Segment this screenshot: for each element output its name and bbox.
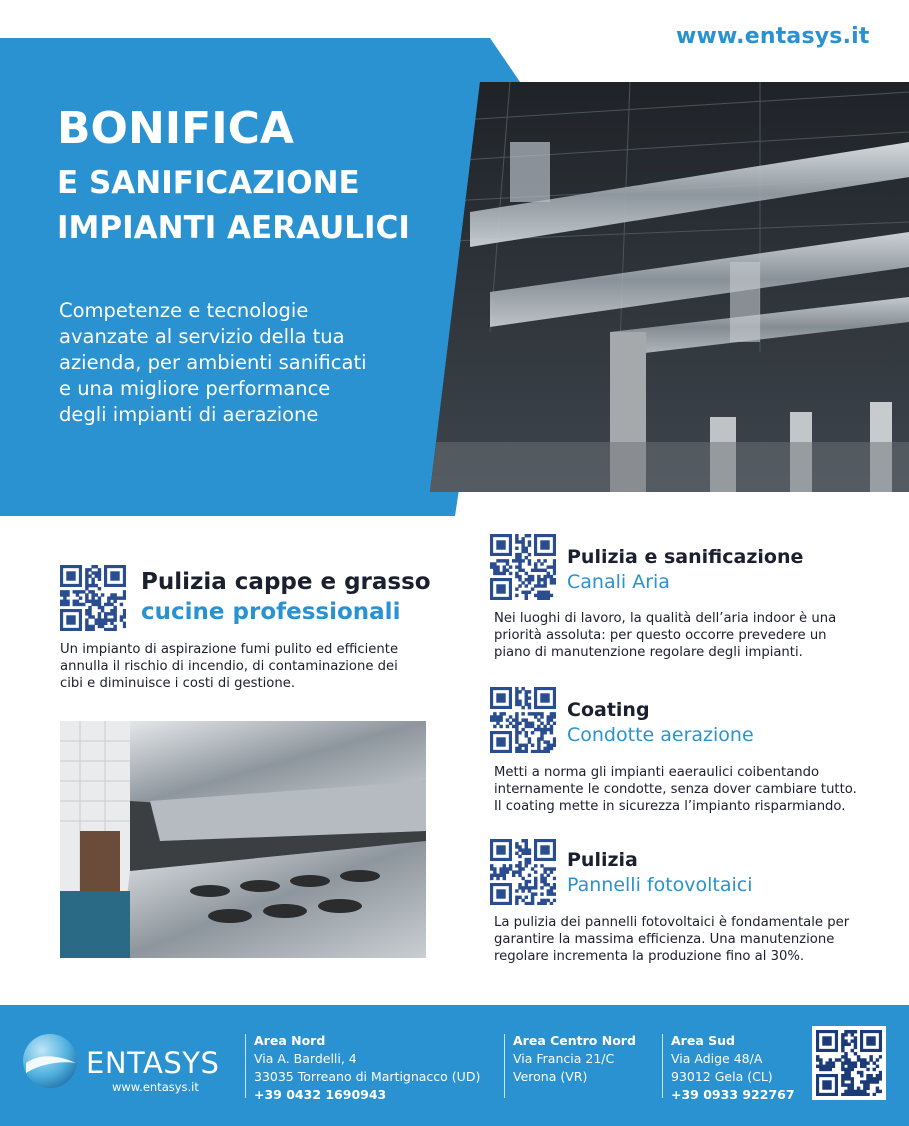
qr-code-cappe[interactable]: [60, 565, 126, 631]
kitchen-image: [60, 721, 426, 958]
brand-url[interactable]: www.entasys.it: [112, 1080, 199, 1094]
area-title: Area Sud: [671, 1033, 735, 1048]
area-title: Area Centro Nord: [513, 1033, 636, 1048]
section-title-fotovoltaici: Pulizia: [567, 849, 638, 871]
area-address: Via Francia 21/C: [513, 1051, 615, 1066]
hero-title: BONIFICA: [57, 103, 294, 154]
website-url[interactable]: www.entasys.it: [676, 24, 870, 49]
area-city: 33035 Torreano di Martignacco (UD): [254, 1069, 481, 1084]
hero-title-line-3: IMPIANTI AERAULICI: [57, 210, 410, 246]
area-phone[interactable]: +39 0933 922767: [671, 1087, 795, 1102]
section-subtitle-coating: Condotte aerazione: [567, 724, 754, 746]
area-title: Area Nord: [254, 1033, 326, 1048]
footer-qr-code[interactable]: [812, 1026, 886, 1100]
area-phone[interactable]: +39 0432 1690943: [254, 1087, 387, 1102]
section-body-cappe: Un impianto di aspirazione fumi pulito ed efficiente annulla il rischio di incendio, di contaminazione dei cibi e diminuisce i costi di gestione.: [60, 642, 399, 692]
footer-divider: [504, 1034, 505, 1098]
hero-image-ventilation-ducts: [430, 82, 909, 492]
qr-code-fotovoltaici[interactable]: [490, 839, 556, 905]
area-city: 93012 Gela (CL): [671, 1069, 773, 1084]
section-subtitle-fotovoltaici: Pannelli fotovoltaici: [567, 874, 753, 896]
section-title-coating: Coating: [567, 699, 650, 721]
qr-code-canali-aria[interactable]: [490, 534, 556, 600]
footer-area-nord: [254, 1032, 480, 1104]
brand-name: ENTASYS: [86, 1046, 220, 1080]
area-city: Verona (VR): [513, 1069, 588, 1084]
section-title-canali: Pulizia e sanificazione: [567, 546, 804, 568]
section-subtitle-cappe: cucine professionali: [141, 599, 401, 625]
section-body-canali: Nei luoghi di lavoro, la qualità dell’aria indoor è una priorità assoluta: per questo occorre prevedere un piano di manutenzione regolare degli impianti.: [494, 611, 837, 661]
footer-area-sud: [671, 1032, 795, 1104]
footer-divider: [245, 1034, 246, 1098]
section-body-fotovoltaici: La pulizia dei pannelli fotovoltaici è fondamentale per garantire la massima efficienza. Una manutenzione regolare incrementa la produzione fino al 30%.: [494, 915, 850, 965]
section-subtitle-canali: Canali Aria: [567, 571, 670, 593]
footer-divider: [662, 1034, 663, 1098]
footer-area-centro-nord: [513, 1032, 636, 1086]
entasys-logo-icon: [22, 1033, 78, 1089]
section-body-coating: Metti a norma gli impianti eaeraulici coibentando internamente le condotte, senza dover cambiare tutto. Il coating mette in sicurezza l’impianto risparmiando.: [494, 765, 857, 815]
qr-code-icon: [816, 1030, 882, 1096]
area-address: Via A. Bardelli, 4: [254, 1051, 357, 1066]
area-address: Via Adige 48/A: [671, 1051, 763, 1066]
section-title-cappe: Pulizia cappe e grasso: [141, 569, 431, 595]
hero-title-line-2: E SANIFICAZIONE: [57, 165, 360, 201]
qr-code-coating[interactable]: [490, 687, 556, 753]
hero-lead-text: Competenze e tecnologie avanzate al servizio della tua azienda, per ambienti sanificati e una migliore performance degli impianti di aerazione: [59, 299, 367, 426]
